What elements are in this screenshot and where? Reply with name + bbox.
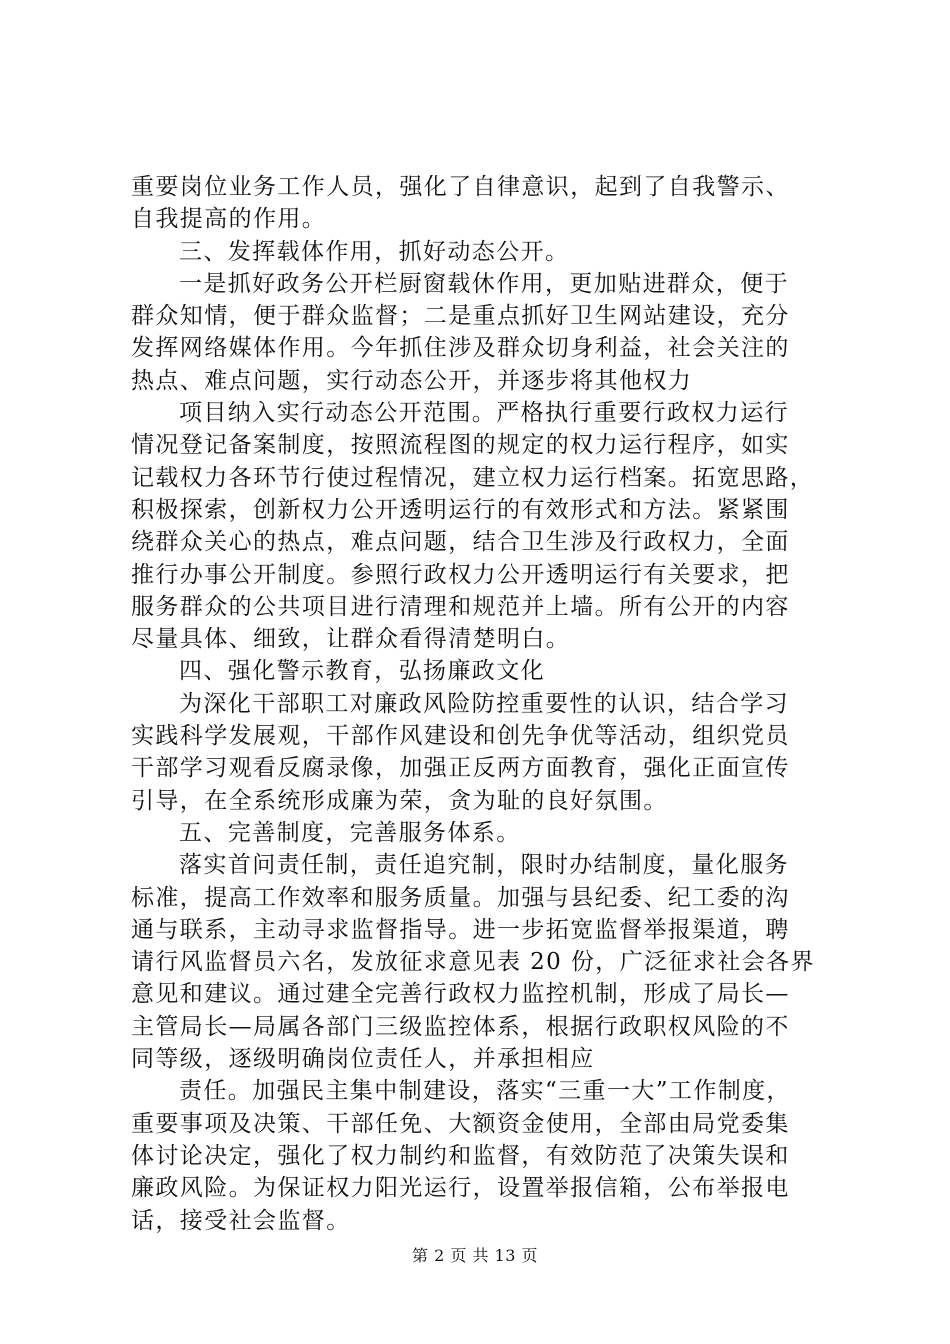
text-line: 推行办事公开制度。参照行政权力公开透明运行有关要求，把 [131,561,790,588]
text-line: 话，接受社会监督。 [131,1207,351,1234]
paragraph [131,236,831,268]
paragraph [131,268,831,397]
text-line: 五、完善制度，完善服务体系。 [179,819,521,846]
text-line: 自我提高的作用。 [131,206,327,233]
text-line: 服务群众的公共项目进行清理和规范并上墙。所有公开的内容 [131,593,790,620]
text-line: 积极探索，创新权力公开透明运行的有效形式和方法。紧紧围 [131,496,790,523]
text-line: 责任。加强民主集中制建设，落实“三重一大”工作制度， [179,1078,791,1105]
text-line: 标准，提高工作效率和服务质量。加强与县纪委、纪工委的沟 [131,884,790,911]
text-line: 廉政风险。为保证权力阳光运行，设置举报信箱，公布举报电 [131,1175,790,1202]
text-line: 群众知情，便于群众监督；二是重点抓好卫生网站建设，充分 [131,303,790,330]
document-body [131,171,831,1237]
paragraph [131,849,831,1075]
text-line: 项目纳入实行动态公开范围。严格执行重要行政权力运行 [179,400,789,427]
text-line: 发挥网络媒体作用。今年抓住涉及群众切身利益，社会关注的 [131,335,790,362]
text-line: 记载权力各环节行使过程情况，建立权力运行档案。拓宽思路， [131,464,815,491]
text-line: 为深化干部职工对廉政风险防控重要性的认识，结合学习 [179,690,789,717]
paragraph [131,397,831,655]
paragraph [131,171,831,236]
paragraph [131,1075,831,1236]
text-line: 落实首问责任制，责任追究制，限时办结制度，量化服务 [179,852,789,879]
text-line: 情况登记备案制度，按照流程图的规定的权力运行程序，如实 [131,432,790,459]
text-line: 实践科学发展观，干部作风建设和创先争优等活动，组织党员 [131,723,790,750]
text-line: 四、强化警示教育，弘扬廉政文化 [179,658,545,685]
text-line: 干部学习观看反腐录像，加强正反两方面教育，强化正面宣传 [131,755,790,782]
text-line: 热点、难点问题，实行动态公开，并逐步将其他权力 [131,367,693,394]
text-line: 主管局长—局属各部门三级监控体系，根据行政职权风险的不 [131,1013,790,1040]
text-line: 请行风监督员六名，发放征求意见表 20 份，广泛征求社会各界 [131,949,815,976]
text-line: 通与联系，主动寻求监督指导。进一步拓宽监督举报渠道，聘 [131,916,790,943]
paragraph [131,817,831,849]
text-line: 重要岗位业务工作人员，强化了自律意识，起到了自我警示、 [131,174,790,200]
text-line: 同等级，逐级明确岗位责任人，并承担相应 [131,1046,595,1073]
text-line: 体讨论决定，强化了权力制约和监督，有效防范了决策失误和 [131,1142,790,1169]
text-line: 重要事项及决策、干部任免、大额资金使用，全部由局党委集 [131,1110,790,1137]
text-line: 一是抓好政务公开栏厨窗载休作用，更加贴进群众，便于 [179,270,789,297]
text-line: 尽量具体、细致，让群众看得清楚明白。 [131,626,571,653]
text-line: 绕群众关心的热点，难点问题，结合卫生涉及行政权力，全面 [131,529,790,556]
text-line: 意见和建议。通过建全完善行政权力监控机制，形成了局长— [131,981,790,1008]
page-footer: 第 2 页 共 13 页 [412,1246,538,1265]
text-line: 三、发挥载体作用，抓好动态公开。 [179,238,570,265]
paragraph [131,655,831,687]
text-line: 引导，在全系统形成廉为荣，贪为耻的良好氛围。 [131,787,668,814]
paragraph [131,688,831,817]
